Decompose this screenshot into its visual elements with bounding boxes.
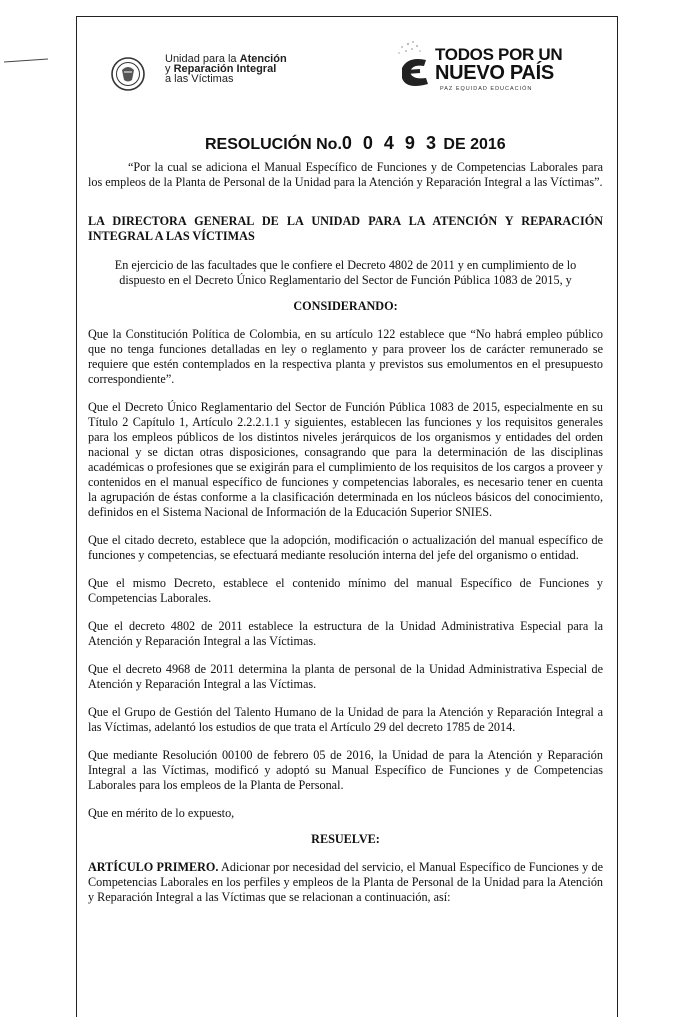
consideration-paragraph: Que el Decreto Único Reglamentario del Sector de Función Pública 1083 de 2015, especialmente en su Título 2 Capítulo 1, Artículo 2.2.2.1.1 y siguientes, establecen las funciones y los requisitos generales para los empleos públicos de los distintos niveles jerárquicos de los organismos y entidades del orden nacional y se dictan otras disposiciones, consagrando que para la determinación de las disciplinas académicas o profesiones que se exigirán para el cumplimiento de los requisitos de los cargos a proveer y contenidos en el manual específico de funciones y competencias laborales, es necesario tener en cuenta la agrupación de éstas conforme a la clasificación determinada en los núcleos básicos del conocimiento, definidos en el Sistema Nacional de Información de la Educación Superior SNIES.: [88, 400, 603, 519]
consideration-paragraph: Que el decreto 4968 de 2011 determina la planta de personal de la Unidad Administrativa Especial de Atención y Reparación Integral a las Víctimas.: [88, 662, 603, 691]
legal-basis: En ejercicio de las facultades que le confiere el Decreto 4802 de 2011 y en cumplimiento de lo dispuesto en el Decreto Único Reglamentario del Sector de Función Pública 1083 de 2015, y: [114, 258, 577, 287]
resolution-subject: “Por la cual se adiciona el Manual Específico de Funciones y de Competencias Laborales para los empleos de la Planta de Personal de la Unidad para la Atención y Reparación Integral a las Víctimas”.: [88, 160, 603, 189]
consideration-paragraph: Que el mismo Decreto, establece el contenido mínimo del manual Específico de Funciones y Competencias Laborales.: [88, 576, 603, 605]
government-slogan: TODOS POR UN NUEVO PAÍS: [435, 45, 563, 84]
article-one: [88, 860, 603, 905]
article-one-lead: ARTÍCULO PRIMERO.: [88, 860, 219, 874]
consideration-paragraph: Que el Grupo de Gestión del Talento Humano de la Unidad de para la Atención y Reparación Integral a las Víctimas, adelantó los estudios de que trata el Artículo 29 del decreto 1785 de 2014.: [88, 705, 603, 734]
government-tagline: PAZ EQUIDAD EDUCACIÓN: [440, 86, 533, 92]
issuer-heading: LA DIRECTORA GENERAL DE LA UNIDAD PARA LA ATENCIÓN Y REPARACIÓN INTEGRAL A LAS VÍCTIMAS: [88, 214, 603, 243]
resolution-number: 0 0 4 9 3: [341, 133, 439, 153]
article-one-text: Adicionar por necesidad del servicio, el Manual Específico de Funciones y de Competencias Laborales en los perfiles y empleos de la Planta de Personal de la Unidad para la Atención y Reparación Integral a las Víctimas que se relacionan a continuación, así:: [88, 860, 603, 904]
consideration-paragraph: Que en mérito de lo expuesto,: [88, 806, 235, 820]
colombia-seal-icon: [110, 56, 146, 92]
resolution-title: RESOLUCIÓN No.0 0 4 9 3 DE 2016: [205, 133, 506, 153]
resolves-heading: RESUELVE:: [311, 832, 380, 846]
consideration-paragraph: Que el decreto 4802 de 2011 establece la estructura de la Unidad Administrativa Especial para la Atención y Reparación Integral a las Víctimas.: [88, 619, 603, 648]
margin-mark: [4, 58, 48, 62]
consideration-paragraph: Que el citado decreto, establece que la adopción, modificación o actualización del manual específico de funciones y competencias, se efectuará mediante resolución interna del jefe del organismo o entidad.: [88, 533, 603, 562]
document-body: [88, 160, 603, 905]
consideration-paragraph: Que la Constitución Política de Colombia, en su artículo 122 establece que “No habrá empleo público que no tenga funciones detalladas en ley o reglamento y para proveer los de carácter remunerado se requiere que estén contemplados en la respectiva planta y previstos sus emolumentos en el presupuesto correspondiente”.: [88, 327, 603, 386]
unit-logo-text: Unidad para la Atención y Reparación Integral a las Víctimas: [165, 53, 287, 85]
considering-heading: CONSIDERANDO:: [293, 299, 398, 313]
consideration-paragraph: Que mediante Resolución 00100 de febrero 05 de 2016, la Unidad de para la Atención y Reparación Integral a las Víctimas, modificó y adoptó su Manual Específico de Funciones y de Competencias Laborales para los empleos de la Planta de Personal.: [88, 748, 603, 792]
letterhead: [80, 38, 610, 108]
